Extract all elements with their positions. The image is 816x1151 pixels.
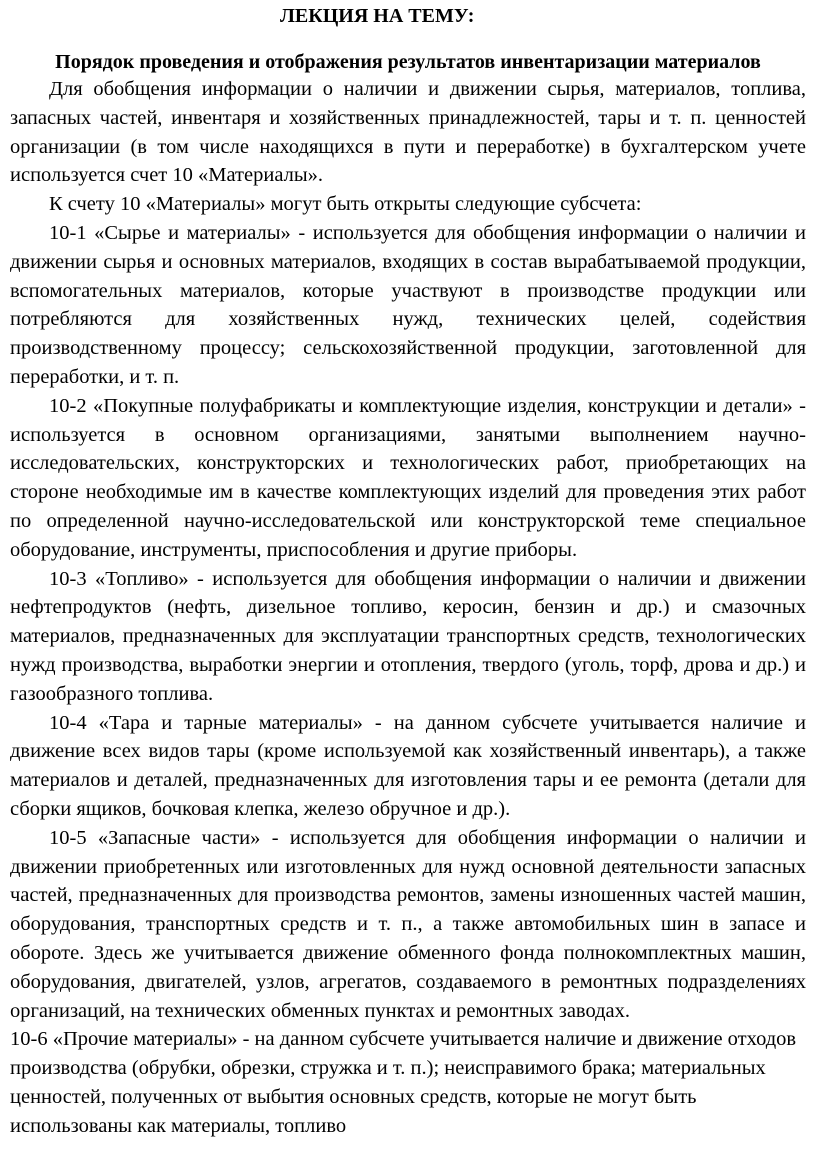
paragraph-intro: Для обобщения информации о наличии и движении сырья, материалов, топлива, запасных частей, инвентаря и хозяйственных принадлежностей, тары и т. п. ценностей организации (в том числе находящихся в пути и переработке) в бухгалтерском учете используется счет 10 «Материалы».: [10, 78, 806, 187]
paragraph-subaccount-10-6: 10-6 «Прочие материалы» - на данном субсчете учитывается наличие и движение отходов производства (обрубки, обрезки, стружка и т. п.); неисправимого брака; материальных ценностей, полученных от выбытия основных средств, которые не могут быть использованы как материалы, топливо: [10, 1028, 797, 1137]
paragraph-subaccount-10-3: 10-3 «Топливо» - используется для обобщения информации о наличии и движении нефтепродуктов (нефть, дизельное топливо, керосин, бензин и др.) и смазочных материалов, предназначенных для эксплуатации транспортных средств, технологических нужд производства, выработки энергии и отопления, твердого (уголь, торф, дрова и др.) и газообразного топлива.: [10, 567, 806, 705]
paragraph-subaccount-10-1: 10-1 «Сырье и материалы» - используется для обобщения информации о наличии и движении сырья и основных материалов, входящих в состав вырабатываемой продукции, вспомогательных материалов, которые участвуют в производстве продукции или потребляются для хозяйственных нужд, технических целей, содействия производственному процессу; сельскохозяйственной продукции, заготовленной для переработки, и т. п.: [10, 221, 806, 388]
paragraph-subaccounts-intro: К счету 10 «Материалы» могут быть открыты следующие субсчета:: [49, 193, 642, 216]
document-body: [0, 75, 816, 1140]
lecture-heading: ЛЕКЦИЯ НА ТЕМУ:: [280, 5, 475, 27]
paragraph-subaccount-10-4: 10-4 «Тара и тарные материалы» - на данном субсчете учитывается наличие и движение всех видов тары (кроме используемой как хозяйственный инвентарь), а также материалов и деталей, предназначенных для изготовления тары и ее ремонта (детали для сборки ящиков, бочковая клепка, железо обручное и др.).: [10, 711, 806, 820]
paragraph-subaccount-10-5: 10-5 «Запасные части» - используется для обобщения информации о наличии и движении приобретенных или изготовленных для нужд основной деятельности запасных частей, предназначенных для производства ремонтов, замены изношенных частей машин, оборудования, транспортных средств и т. п., а также автомобильных шин в запасе и обороте. Здесь же учитывается движение обменного фонда полнокомплектных машин, оборудования, двигателей, узлов, агрегатов, создаваемого в ремонтных подразделениях организаций, на технических обменных пунктах и ремонтных заводах.: [10, 826, 806, 1022]
paragraph-subaccount-10-2: 10-2 «Покупные полуфабрикаты и комплектующие изделия, конструкции и детали» - используется в основном организациями, занятыми выполнением научно-исследовательских, конструкторских и технологических работ, приобретающих на стороне необходимые им в качестве комплектующих изделий для проведения этих работ по определенной научно-исследовательской или конструкторской теме специальное оборудование, инструменты, приспособления и другие приборы.: [10, 394, 806, 561]
document-title: Порядок проведения и отображения результатов инвентаризации материалов: [55, 51, 761, 73]
